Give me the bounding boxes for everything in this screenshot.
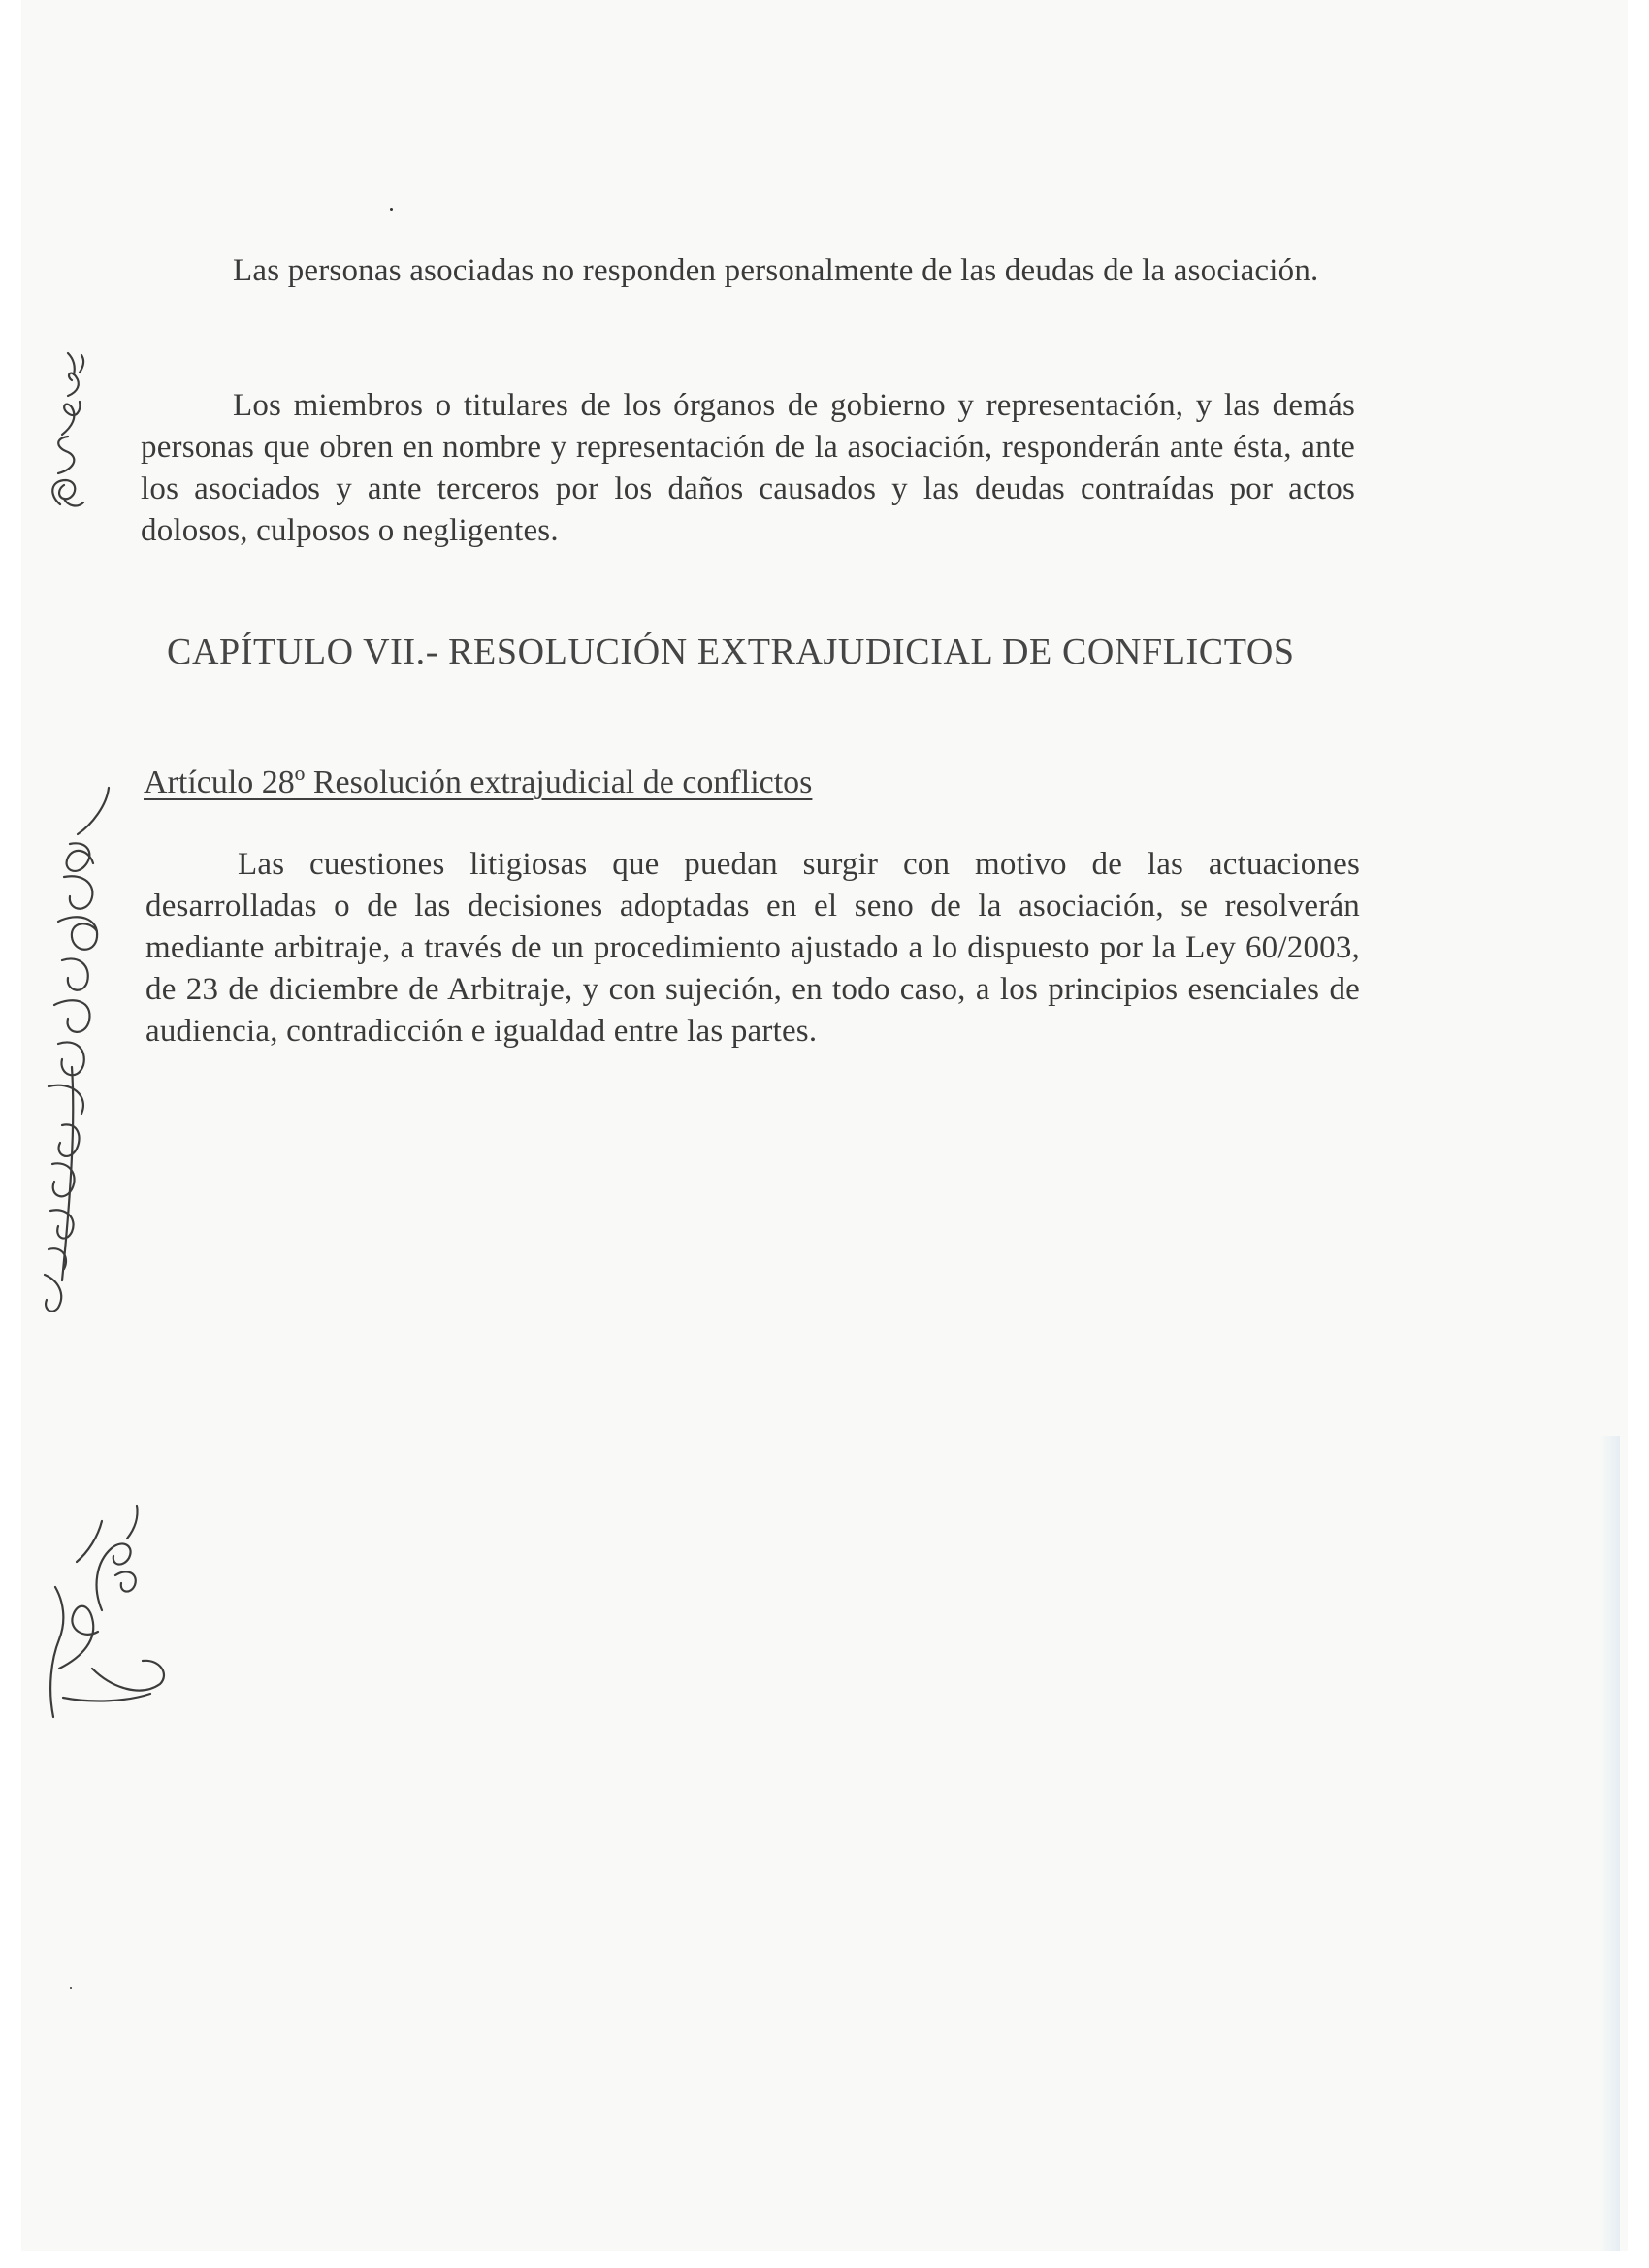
document-page bbox=[21, 0, 1628, 2251]
paragraph-associates-liability: Las personas asociadas no responden personalmente de las deudas de la asociación. bbox=[233, 253, 1319, 288]
scan-edge-shadow bbox=[1599, 1436, 1620, 2251]
scan-speck bbox=[70, 1987, 72, 1989]
signature-top bbox=[39, 349, 97, 514]
chapter-title: CAPÍTULO VII.- RESOLUCIÓN EXTRAJUDICIAL DE CONFLICTOS bbox=[167, 632, 1295, 672]
signature-bottom bbox=[34, 1494, 170, 1727]
paragraph-governing-bodies-liability: Los miembros o titulares de los órganos de gobierno y representación, y las demás personas que obren en nombre y representación de la asociación, responderán ante ésta, ante los asociados y ante terceros por los daños causados y las deudas contraídas por actos dolosos, culposos o negligentes. bbox=[141, 388, 1355, 548]
signature-middle bbox=[19, 776, 116, 1319]
paragraph-arbitration: Las cuestiones litigiosas que puedan surgir con motivo de las actuaciones desarrolladas o de las decisiones adoptadas en el seno de la asociación, se resolverán mediante arbitraje, a través de un procedimiento ajustado a lo dispuesto por la Ley 60/2003, de 23 de diciembre de Arbitraje, y con sujeción, en todo caso, a los principios esenciales de audiencia, contradicción e igualdad entre las partes. bbox=[146, 847, 1360, 1049]
article-heading: Artículo 28º Resolución extrajudicial de conflictos bbox=[144, 764, 813, 800]
scan-speck bbox=[390, 208, 393, 211]
